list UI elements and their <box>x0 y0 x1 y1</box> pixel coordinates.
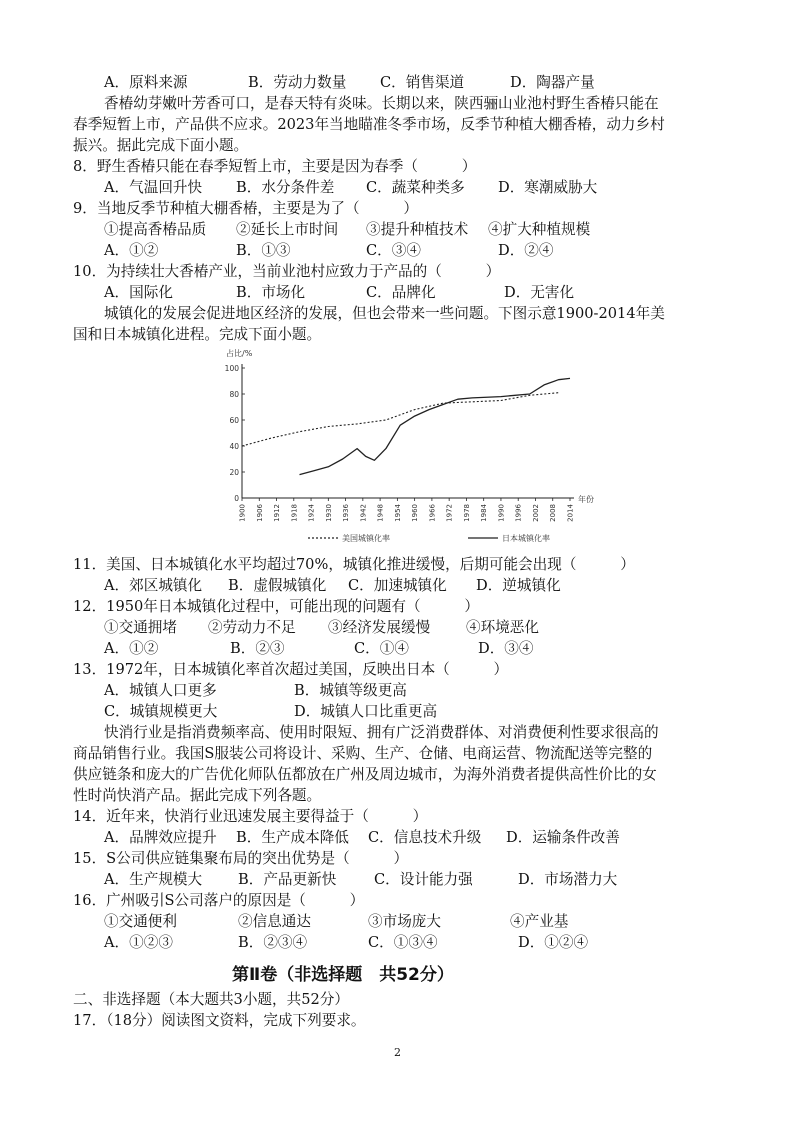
x-tick-label: 1948 <box>376 504 385 522</box>
x-tick-label: 1912 <box>273 504 282 522</box>
passage-fmcg-line-4: 性时尚快消产品。据此完成下列各题。 <box>73 787 322 804</box>
q16-item-1: ①交通便利 <box>104 913 177 930</box>
q10-stem: 10．为持续壮大香椿产业，当前业池村应致力于产品的（ ） <box>73 263 501 280</box>
q7-option-d: D．陶器产量 <box>510 74 595 91</box>
chart-axes <box>242 364 574 498</box>
q9-option-a: A．①② <box>104 242 159 259</box>
q12-item-4: ④环境恶化 <box>466 619 539 636</box>
q15-stem: 15．S公司供应链集聚布局的突出优势是（ ） <box>73 850 409 867</box>
y-tick-label: 40 <box>229 442 239 451</box>
section-2-title: 第Ⅱ卷（非选择题 共52分） <box>232 965 454 985</box>
q14-option-c: C．信息技术升级 <box>368 829 482 846</box>
q16-stem: 16．广州吸引S公司落户的原因是（ ） <box>73 892 365 909</box>
x-tick-label: 1900 <box>238 504 247 522</box>
passage-urban-line-2: 国和日本城镇化进程。完成下面小题。 <box>73 326 322 343</box>
x-tick-label: 1936 <box>342 504 351 522</box>
q16-item-4: ④产业基 <box>510 913 569 930</box>
q8-stem: 8．野生香椿只能在春季短暂上市，主要是因为春季（ ） <box>73 158 477 175</box>
q9-item-2: ②延长上市时间 <box>236 221 339 238</box>
legend-japan-label: 日本城镇化率 <box>502 534 550 543</box>
q15-option-c: C．设计能力强 <box>374 871 473 888</box>
chart-xlabel: 年份 <box>578 495 594 504</box>
passage-toon-line-2: 春季短暂上市，产品供不应求。2023年当地瞄准冬季市场，反季节种植大棚香椿，动力乡村 <box>73 116 665 133</box>
y-tick-label: 0 <box>234 494 239 503</box>
q16-option-c: C．①③④ <box>368 934 438 951</box>
x-tick-label: 1930 <box>324 504 333 522</box>
q13-stem: 13．1972年，日本城镇化率首次超过美国，反映出日本（ ） <box>73 661 509 678</box>
q9-item-1: ①提高香椿品质 <box>104 221 207 238</box>
chart-ylabel: 占比/% <box>226 349 253 358</box>
q15-option-a: A．生产规模大 <box>104 871 203 888</box>
x-tick-label: 1972 <box>445 504 454 522</box>
q9-option-b: B．①③ <box>236 242 291 259</box>
q9-option-d: D．②④ <box>498 242 554 259</box>
q9-item-4: ④扩大种植规模 <box>488 221 591 238</box>
q13-option-a: A．城镇人口更多 <box>104 682 217 699</box>
x-tick-label: 1984 <box>480 504 489 522</box>
q11-stem: 11．美国、日本城镇化水平均超过70%，城镇化推进缓慢，后期可能会出现（ ） <box>73 556 635 573</box>
chart-x-ticks <box>239 498 575 522</box>
x-tick-label: 1966 <box>428 504 437 522</box>
chart-series <box>242 378 570 474</box>
x-tick-label: 1924 <box>307 504 316 522</box>
x-tick-label: 1942 <box>359 504 368 522</box>
q10-option-a: A．国际化 <box>104 284 173 301</box>
y-tick-label: 20 <box>229 468 239 477</box>
q13-option-b: B．城镇等级更高 <box>294 682 407 699</box>
q16-option-a: A．①②③ <box>104 934 173 951</box>
x-tick-label: 1954 <box>393 504 402 522</box>
q16-option-d: D．①②④ <box>518 934 589 951</box>
q12-option-a: A．①② <box>104 640 159 657</box>
q14-option-b: B．生产成本降低 <box>236 829 349 846</box>
passage-toon-line-3: 振兴。据此完成下面小题。 <box>73 137 249 154</box>
series-line-us <box>242 393 559 446</box>
q7-option-b: B．劳动力数量 <box>248 74 347 91</box>
q15-option-d: D．市场潜力大 <box>518 871 618 888</box>
passage-fmcg-line-2: 商品销售行业。我国S服装公司将设计、采购、生产、仓储、电商运营、物流配送等完整的 <box>73 745 653 762</box>
q13-option-c: C．城镇规模更大 <box>104 703 218 720</box>
q14-stem: 14．近年来，快消行业迅速发展主要得益于（ ） <box>73 808 428 825</box>
passage-fmcg-line-1: 快消行业是指消费频率高、使用时限短、拥有广泛消费群体、对消费便利性要求很高的 <box>104 724 659 741</box>
chart-legend <box>308 533 550 543</box>
q9-item-3: ③提升种植技术 <box>366 221 469 238</box>
q12-stem: 12．1950年日本城镇化过程中，可能出现的问题有（ ） <box>73 598 479 615</box>
passage-fmcg-line-3: 供应链条和庞大的广告优化师队伍都放在广州及周边城市，为海外消费者提供高性价比的女 <box>73 766 657 783</box>
q12-option-b: B．②③ <box>230 640 285 657</box>
q11-option-b: B．虚假城镇化 <box>228 577 327 594</box>
q12-option-d: D．③④ <box>478 640 534 657</box>
q7-option-c: C．销售渠道 <box>380 74 465 91</box>
y-tick-label: 60 <box>229 416 239 425</box>
q8-option-a: A．气温回升快 <box>104 179 203 196</box>
q7-option-a: A．原料来源 <box>104 74 188 91</box>
x-tick-label: 2002 <box>531 504 540 522</box>
page-number: 2 <box>394 1046 401 1059</box>
q15-option-b: B．产品更新快 <box>238 871 337 888</box>
q10-option-b: B．市场化 <box>236 284 306 301</box>
q11-option-a: A．郊区城镇化 <box>104 577 203 594</box>
urbanization-chart <box>220 344 594 548</box>
q8-option-c: C．蔬菜种类多 <box>366 179 465 196</box>
x-tick-label: 1996 <box>514 504 523 522</box>
q12-option-c: C．①④ <box>354 640 409 657</box>
q12-item-1: ①交通拥堵 <box>104 619 177 636</box>
q16-option-b: B．②③④ <box>238 934 308 951</box>
q10-option-d: D．无害化 <box>504 284 575 301</box>
x-tick-label: 1960 <box>411 504 420 522</box>
y-tick-label: 100 <box>224 364 239 373</box>
passage-toon-line-1: 香椿幼芽嫩叶芳香可口，是春天特有炎味。长期以来，陕西骊山业池村野生香椿只能在 <box>104 95 659 112</box>
x-tick-label: 2014 <box>566 504 575 522</box>
q11-option-c: C．加速城镇化 <box>348 577 447 594</box>
q9-option-c: C．③④ <box>366 242 421 259</box>
legend-us-label: 美国城镇化率 <box>342 534 390 543</box>
q11-option-d: D．逆城镇化 <box>476 577 561 594</box>
y-tick-label: 80 <box>229 390 239 399</box>
series-line-japan <box>300 378 571 474</box>
q16-item-2: ②信息通达 <box>238 913 311 930</box>
q9-stem: 9．当地反季节种植大棚香椿，主要是为了（ ） <box>73 200 418 217</box>
q12-item-2: ②劳动力不足 <box>208 619 296 636</box>
section-2-intro: 二、非选择题（本大题共3小题，共52分） <box>73 991 349 1008</box>
q13-option-d: D．城镇人口比重更高 <box>294 703 438 720</box>
q14-option-a: A．品牌效应提升 <box>104 829 217 846</box>
passage-urban-line-1: 城镇化的发展会促进地区经济的发展，但也会带来一些问题。下图示意1900-2014年美 <box>104 305 665 322</box>
q10-option-c: C．品牌化 <box>366 284 436 301</box>
q17-stem: 17．（18分）阅读图文资料，完成下列要求。 <box>73 1012 366 1029</box>
x-tick-label: 1990 <box>497 504 506 522</box>
x-tick-label: 1918 <box>290 504 299 522</box>
x-tick-label: 1906 <box>255 504 264 522</box>
q12-item-3: ③经济发展缓慢 <box>328 619 431 636</box>
q8-option-d: D．寒潮威胁大 <box>498 179 598 196</box>
q16-item-3: ③市场庞大 <box>368 913 441 930</box>
q14-option-d: D．运输条件改善 <box>506 829 620 846</box>
x-tick-label: 1978 <box>462 504 471 522</box>
q8-option-b: B．水分条件差 <box>236 179 335 196</box>
x-tick-label: 2008 <box>549 504 558 522</box>
